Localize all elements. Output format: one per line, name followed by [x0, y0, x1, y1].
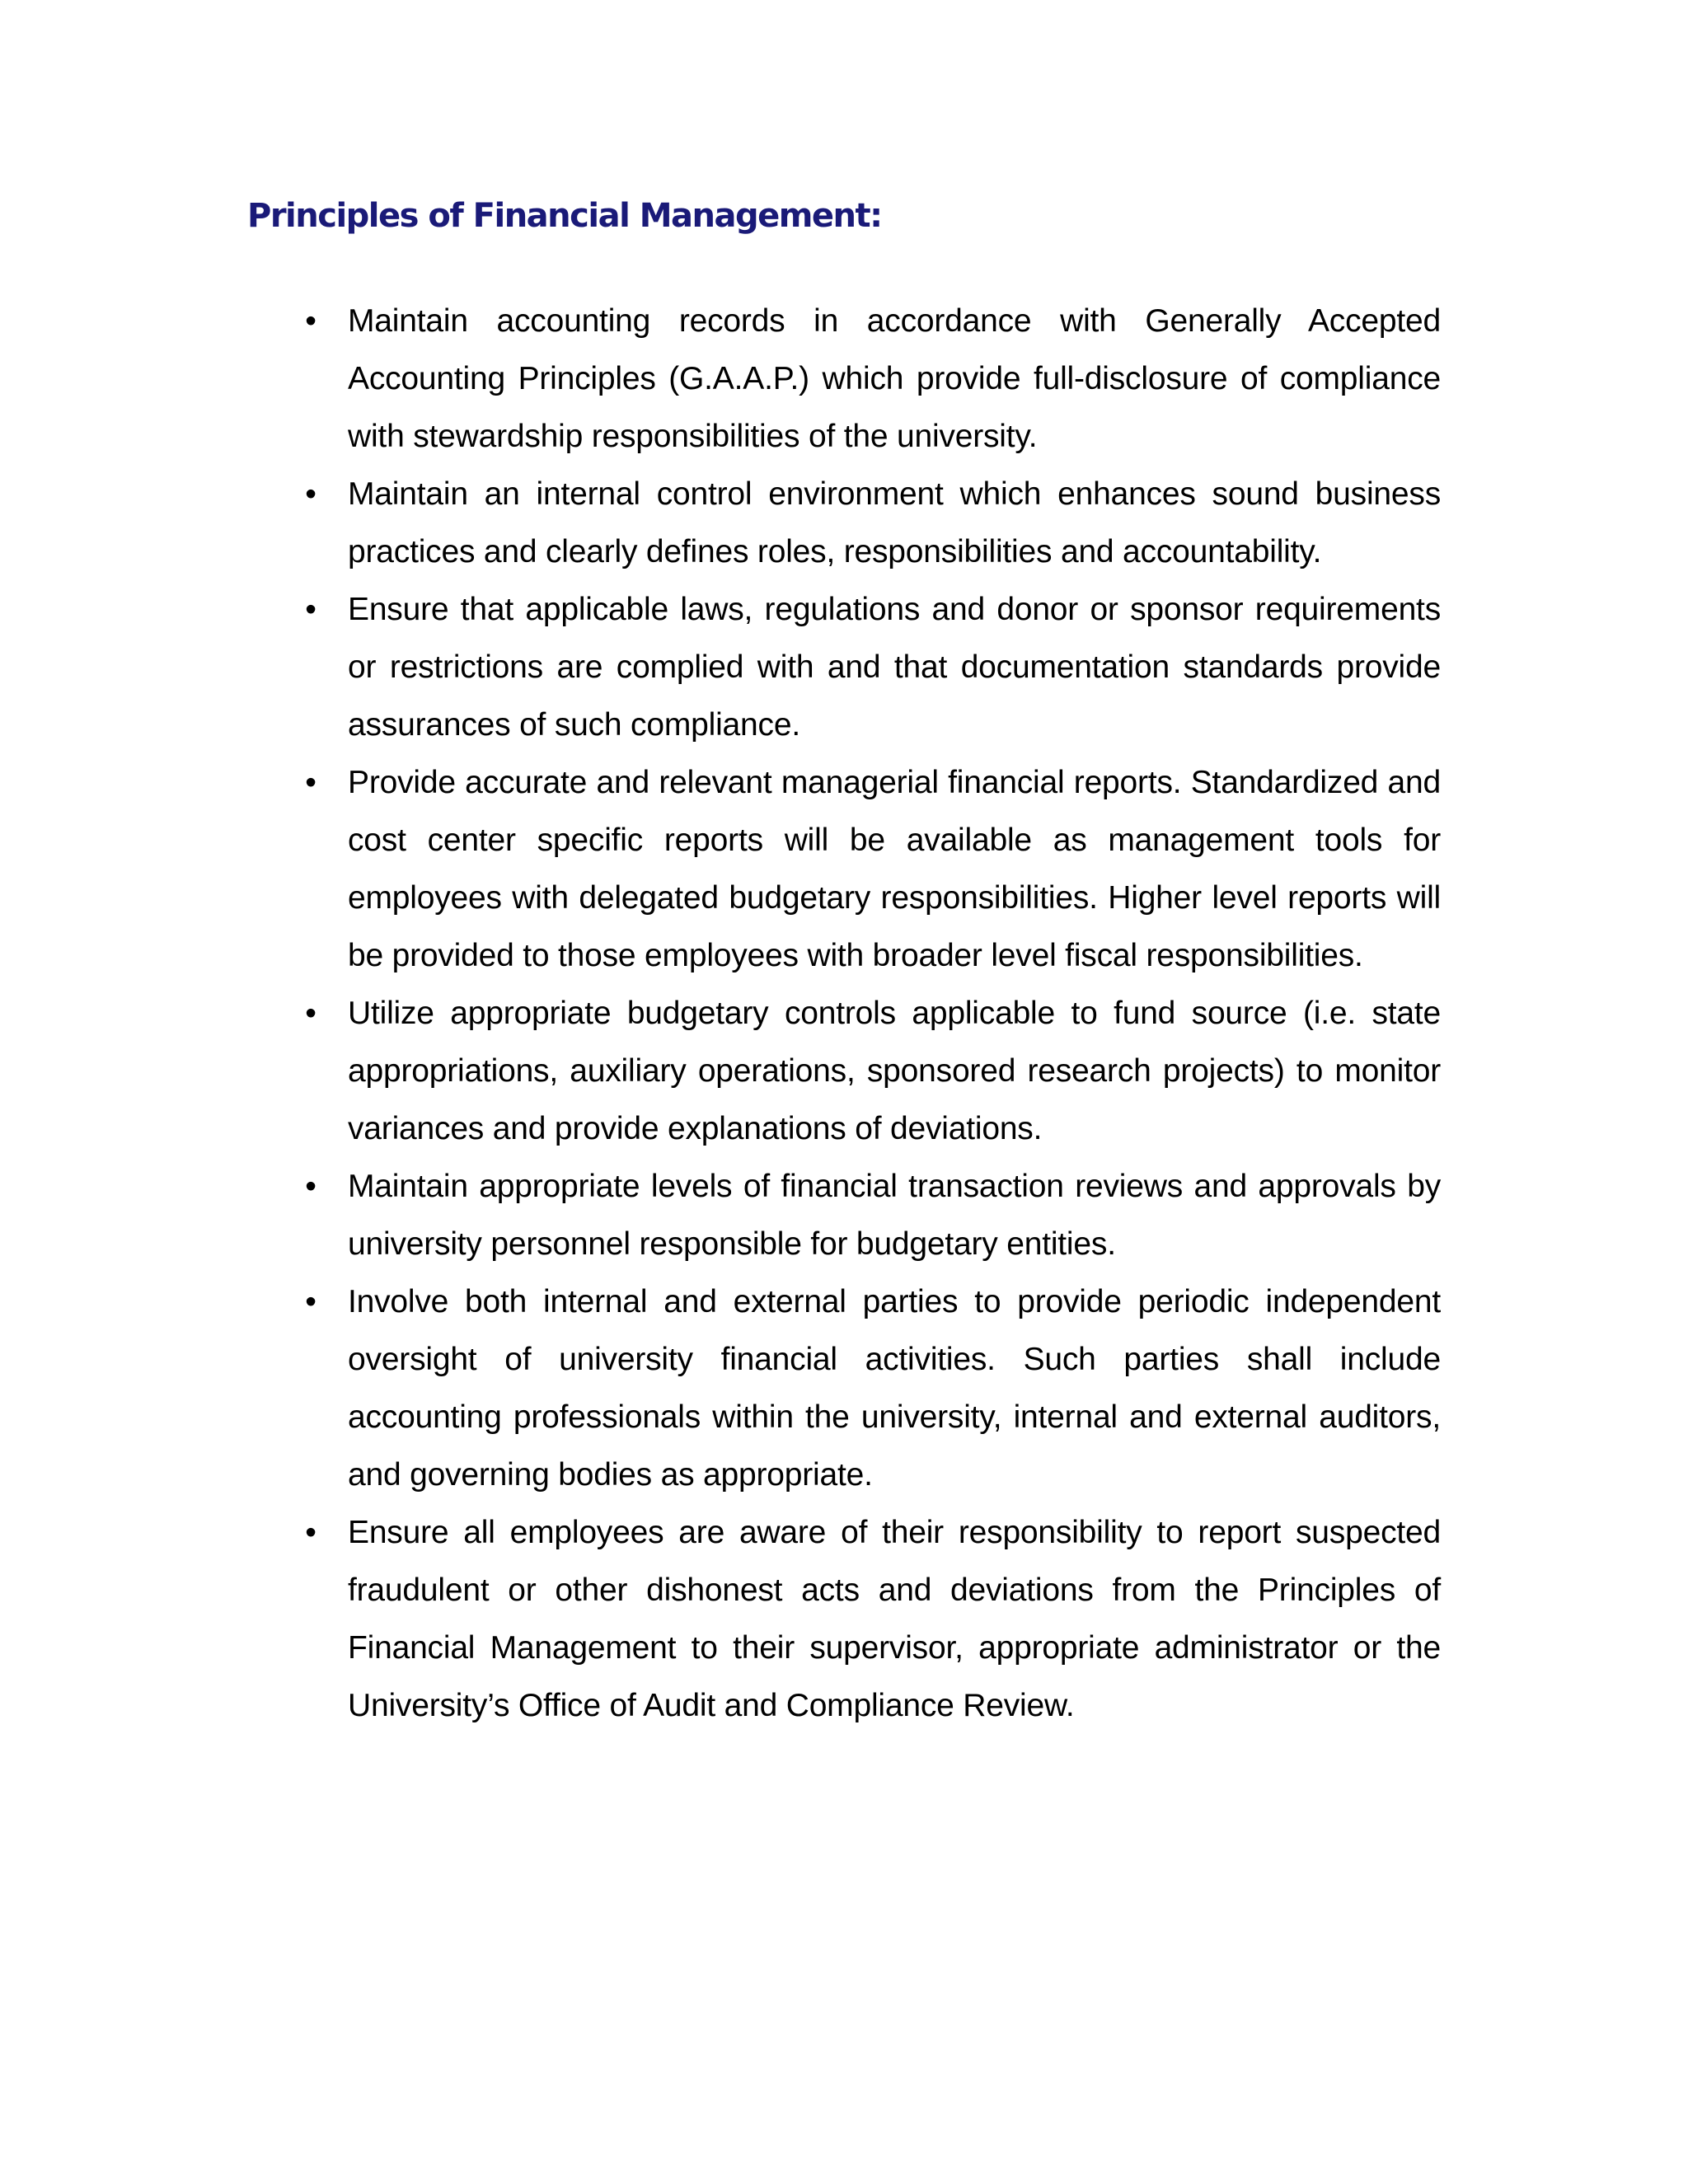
list-item	[305, 1158, 1441, 1273]
list-item	[305, 754, 1441, 985]
list-item-text: Maintain an internal control environment which enhances sound business practices and clearly defines roles, responsibilities and accountability.	[348, 476, 1441, 569]
bullet-icon: •	[305, 476, 316, 512]
list-item	[305, 1273, 1441, 1504]
list-item	[305, 581, 1441, 754]
bullet-icon: •	[305, 303, 316, 339]
list-item	[305, 293, 1441, 466]
list-item	[305, 466, 1441, 581]
page-title: Principles of Financial Management:	[247, 197, 882, 235]
bullet-icon: •	[305, 996, 316, 1031]
list-item-text: Maintain accounting records in accordance with Generally Accepted Accounting Principles (G.A.A.P.) which provide full-disclosure of compliance with stewardship responsibilities of the university.	[348, 303, 1441, 454]
bullet-icon: •	[305, 765, 316, 800]
list-item-text: Maintain appropriate levels of financial transaction reviews and approvals by university personnel responsible for budgetary entities.	[348, 1169, 1441, 1262]
bullet-icon: •	[305, 1169, 316, 1204]
list-item-text: Utilize appropriate budgetary controls applicable to fund source (i.e. state appropriations, auxiliary operations, sponsored research projects) to monitor variances and provide explanations of deviations.	[348, 996, 1441, 1146]
list-item-text: Involve both internal and external parties to provide periodic independent oversight of university financial activities. Such parties shall include accounting professionals within the university, internal and external auditors, and governing bodies as appropriate.	[348, 1284, 1441, 1493]
bullet-icon: •	[305, 1284, 316, 1319]
list-item	[305, 1504, 1441, 1735]
list-item	[305, 985, 1441, 1158]
principles-list	[305, 293, 1441, 1735]
bullet-icon: •	[305, 592, 316, 627]
list-item-text: Ensure all employees are aware of their responsibility to report suspected fraudulent or other dishonest acts and deviations from the Principles of Financial Management to their supervisor, appropriate administrator or the University’s Office of Audit and Compliance Review.	[348, 1515, 1441, 1723]
bullet-icon: •	[305, 1515, 316, 1550]
list-item-text: Provide accurate and relevant managerial financial reports. Standardized and cost center specific reports will be available as management tools for employees with delegated budgetary responsibilities. Higher level reports will be provided to those employees with broader level fiscal responsibilities.	[348, 765, 1441, 973]
list-item-text: Ensure that applicable laws, regulations and donor or sponsor requirements or restrictions are complied with and that documentation standards provide assurances of such compliance.	[348, 592, 1441, 743]
